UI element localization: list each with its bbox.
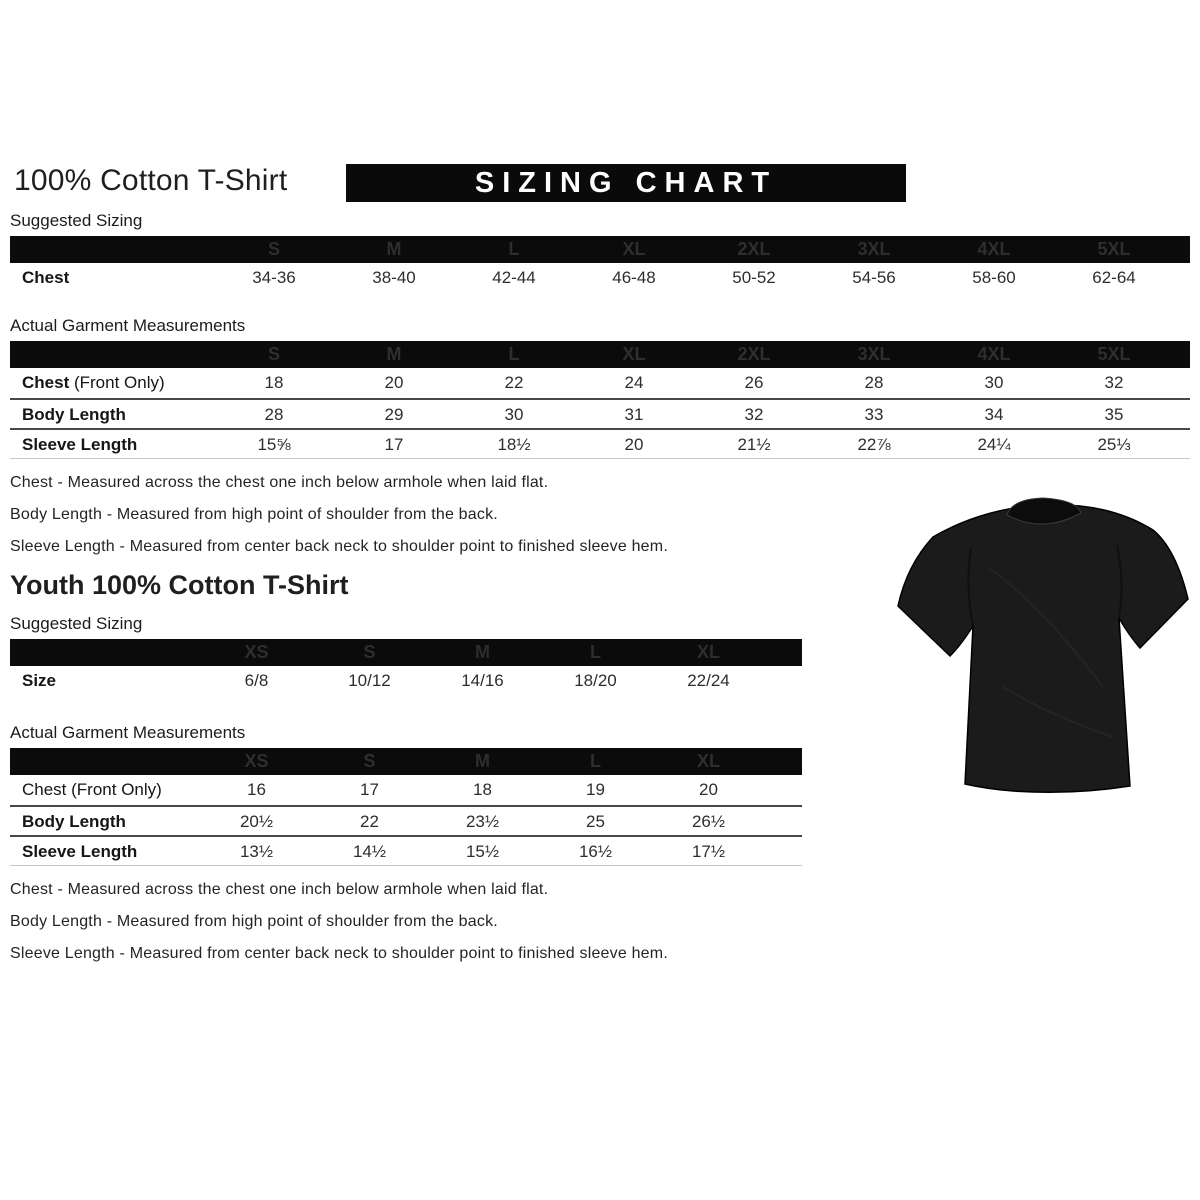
- cell-value: 18: [473, 780, 492, 799]
- cell-value: 46-48: [612, 268, 656, 287]
- cell-value: 22: [360, 812, 379, 831]
- cell-value: 58-60: [972, 268, 1016, 287]
- row-label: Body Length: [22, 405, 126, 424]
- size-col-header: XS: [244, 642, 269, 662]
- table-header-row: [10, 236, 1190, 263]
- size-col-header: M: [475, 751, 490, 771]
- row-label: Size: [22, 671, 57, 690]
- cell-value: 22/24: [687, 671, 730, 690]
- cell-value: 18: [264, 373, 284, 392]
- note-sleeve-length: Sleeve Length - Measured from center back neck to shoulder point to finished sleeve hem.: [10, 945, 668, 962]
- row-label: Chest (Front Only): [22, 780, 162, 799]
- size-col-header: 2XL: [737, 344, 771, 364]
- size-col-header: L: [590, 642, 601, 662]
- note-chest: Chest - Measured across the chest one inch below armhole when laid flat.: [10, 881, 549, 898]
- adult-suggested-sizing-label: Suggested Sizing: [10, 211, 143, 230]
- size-col-header: S: [363, 751, 376, 771]
- size-col-header: 4XL: [977, 344, 1011, 364]
- cell-value: 32: [744, 405, 764, 424]
- table-row-chest: [10, 263, 1190, 293]
- cell-value: 18/20: [574, 671, 617, 690]
- row-label: Chest: [22, 268, 70, 287]
- cell-value: 20½: [239, 812, 274, 831]
- size-col-header: L: [508, 344, 520, 364]
- table-row-size: [10, 666, 802, 696]
- size-col-header: 5XL: [1097, 239, 1131, 259]
- cell-value: 28: [264, 405, 284, 424]
- cell-value: 28: [864, 373, 884, 392]
- size-col-header: 3XL: [857, 344, 891, 364]
- cell-value: 34: [984, 405, 1004, 424]
- cell-value: 20: [624, 435, 644, 454]
- row-label: Body Length: [22, 812, 126, 831]
- cell-value: 22⅞: [857, 435, 891, 454]
- size-col-header: S: [363, 642, 376, 662]
- cell-value: 38-40: [372, 268, 416, 287]
- cell-value: 16: [247, 780, 266, 799]
- row-label: Chest: [22, 373, 70, 392]
- cell-value: 62-64: [1092, 268, 1136, 287]
- cell-value: 15⅝: [257, 435, 291, 454]
- cell-value: 16½: [578, 842, 613, 861]
- cell-value: 14/16: [461, 671, 504, 690]
- cell-value: 17: [360, 780, 379, 799]
- row-label-suffix: (Front Only): [69, 373, 165, 392]
- cell-value: 29: [384, 405, 404, 424]
- size-col-header: 3XL: [857, 239, 891, 259]
- cell-value: 33: [864, 405, 884, 424]
- cell-value: 35: [1104, 405, 1124, 424]
- cell-value: 42-44: [492, 268, 536, 287]
- cell-value: 24: [624, 373, 644, 392]
- size-col-header: 5XL: [1097, 344, 1131, 364]
- cell-value: 23½: [465, 812, 500, 831]
- size-col-header: L: [508, 239, 520, 259]
- adult-actual-measurements-table: [10, 341, 1190, 459]
- note-body-length: Body Length - Measured from high point of shoulder from the back.: [10, 913, 498, 930]
- youth-suggested-sizing-label: Suggested Sizing: [10, 614, 143, 633]
- cell-value: 25: [586, 812, 605, 831]
- size-col-header: XL: [622, 239, 646, 259]
- cell-value: 13½: [239, 842, 274, 861]
- youth-actual-measurements-label: Actual Garment Measurements: [10, 723, 246, 742]
- page-title: 100% Cotton T-Shirt: [14, 164, 288, 197]
- size-col-header: S: [267, 239, 280, 259]
- cell-value: 54-56: [852, 268, 896, 287]
- cell-value: 30: [984, 373, 1004, 392]
- cell-value: 6/8: [244, 671, 269, 690]
- table-header-row: [10, 748, 802, 775]
- size-col-header: 2XL: [737, 239, 771, 259]
- table-header-row: [10, 341, 1190, 368]
- cell-value: 15½: [465, 842, 500, 861]
- size-col-header: M: [386, 239, 402, 259]
- cell-value: 20: [384, 373, 404, 392]
- cell-value: 22: [504, 373, 524, 392]
- cell-value: 30: [504, 405, 524, 424]
- size-col-header: S: [267, 344, 280, 364]
- adult-suggested-sizing-table: [10, 236, 1194, 293]
- youth-measurement-notes: [10, 881, 1194, 963]
- youth-actual-measurements-table: [10, 748, 802, 866]
- cell-value: 14½: [352, 842, 387, 861]
- black-tshirt-graphic: [893, 487, 1193, 807]
- cell-value: 24¼: [977, 435, 1011, 454]
- table-row-sleeve-length: [10, 428, 1190, 458]
- note-sleeve-length: Sleeve Length - Measured from center back neck to shoulder point to finished sleeve hem.: [10, 538, 668, 555]
- cell-value: 26½: [691, 812, 726, 831]
- cell-value: 31: [624, 405, 644, 424]
- table-header-row: [10, 639, 802, 666]
- size-col-header: XL: [622, 344, 646, 364]
- table-row-body-length: [10, 805, 802, 835]
- cell-value: 10/12: [348, 671, 391, 690]
- size-col-header: XL: [696, 751, 720, 771]
- table-row-sleeve-length: [10, 835, 802, 865]
- size-col-header: XS: [244, 751, 269, 771]
- size-col-header: XL: [696, 642, 720, 662]
- cell-value: 20: [699, 780, 718, 799]
- adult-actual-measurements-label: Actual Garment Measurements: [10, 316, 246, 335]
- table-row-chest-front-only: [10, 775, 802, 805]
- cell-value: 21½: [737, 435, 771, 454]
- cell-value: 32: [1104, 373, 1124, 392]
- row-label: Sleeve Length: [22, 842, 138, 861]
- size-col-header: M: [475, 642, 490, 662]
- table-row-body-length: [10, 398, 1190, 428]
- cell-value: 50-52: [732, 268, 776, 287]
- note-chest: Chest - Measured across the chest one inch below armhole when laid flat.: [10, 474, 549, 491]
- cell-value: 17: [384, 435, 404, 454]
- cell-value: 26: [744, 373, 764, 392]
- size-col-header: M: [386, 344, 402, 364]
- youth-section-title: Youth 100% Cotton T-Shirt: [10, 570, 349, 600]
- black-tshirt-image: [893, 487, 1193, 807]
- sizing-chart-banner: SIZING CHART: [346, 164, 906, 202]
- cell-value: 17½: [691, 842, 726, 861]
- size-col-header: 4XL: [977, 239, 1011, 259]
- cell-value: 34-36: [252, 268, 296, 287]
- header-row: [10, 164, 1194, 202]
- cell-value: 25⅓: [1097, 435, 1131, 454]
- note-body-length: Body Length - Measured from high point of shoulder from the back.: [10, 506, 498, 523]
- cell-value: 19: [586, 780, 605, 799]
- size-col-header: L: [590, 751, 601, 771]
- row-label: Sleeve Length: [22, 435, 138, 454]
- tshirt-body: [898, 505, 1188, 793]
- cell-value: 18½: [497, 435, 531, 454]
- table-row-chest-front-only: [10, 368, 1190, 398]
